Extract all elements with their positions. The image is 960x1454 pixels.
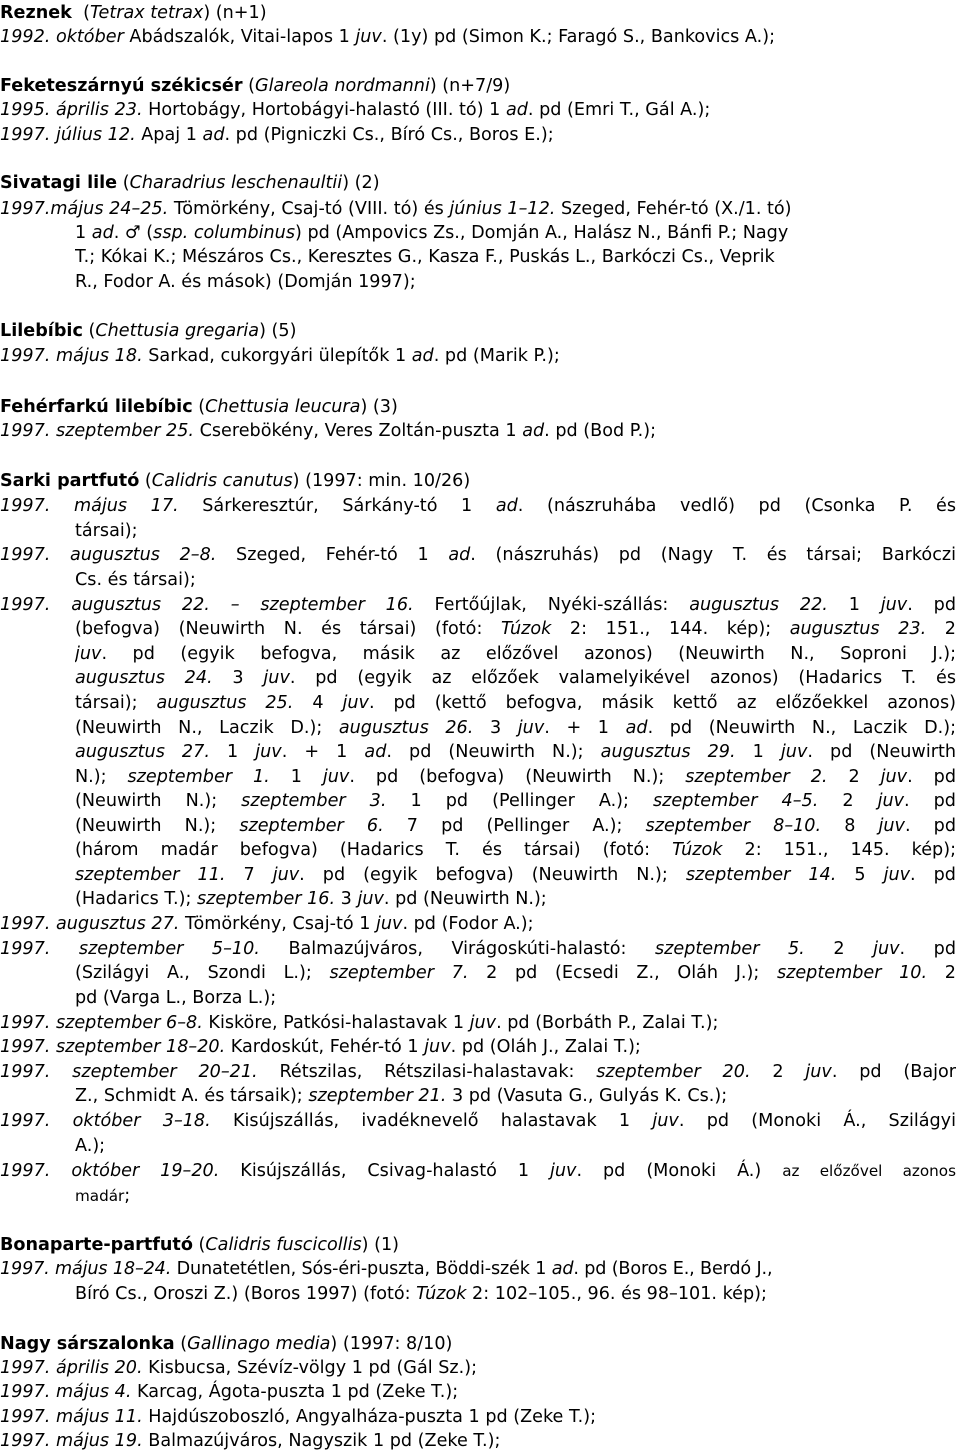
text-segment: . pd (Neuwirth N., Laczik D.); [647, 718, 956, 738]
record-continuation-line [75, 1184, 956, 1209]
text-segment: . pd (befogva) (Neuwirth N.); [349, 767, 686, 787]
italic-text: juv [357, 889, 384, 909]
text-segment: 1 [269, 767, 323, 787]
text-segment: (Neuwirth N.); [75, 816, 240, 836]
text-segment: Szeged, Fehér-tó (X./1. tó) [555, 199, 792, 219]
text-segment: ) pd (Ampovics Zs., Domján A., Halász N., Bánfi P.; Nagy [295, 223, 789, 243]
text-segment: . pd (kettő befogva, másik kettő az előzőekkel azonos) [368, 693, 956, 713]
text-segment: Z., Schmidt A. és társaik); [75, 1086, 309, 1106]
species-name: Sivatagi lile [0, 173, 118, 193]
record-line [0, 98, 956, 123]
italic-text: ad [202, 125, 225, 145]
text-segment: 3 [212, 668, 264, 688]
text-segment: . pd (egyik befogva, másik az előzővel azonos) (Neuwirth N., Soproni J.); [101, 644, 956, 664]
italic-text: augusztus 24. [75, 668, 213, 688]
italic-text: 1997. szeptember 20–21. [0, 1062, 258, 1082]
italic-text: augusztus 23. [789, 619, 927, 639]
record-line [0, 1257, 956, 1282]
text-segment: Hajdúszoboszló, Angyalháza-puszta 1 pd (Zeke T.); [142, 1407, 597, 1427]
italic-text: juv [652, 1111, 679, 1131]
italic-text: augusztus 29. [600, 742, 736, 762]
italic-text: juv [376, 914, 403, 934]
record-line [0, 1405, 956, 1430]
text-segment: . pd (Neuwirth N.); [386, 742, 601, 762]
text-segment: . pd (Monoki Á., Szilágyi [678, 1111, 956, 1131]
italic-text: Tetrax tetrax [89, 3, 204, 23]
text-segment: . pd (Monoki Á.) [576, 1161, 783, 1181]
text-segment: Sárkeresztúr, Sárkány-tó 1 [178, 496, 496, 516]
italic-text: 1997. május 18. [0, 346, 143, 366]
text-segment: 3 [473, 718, 518, 738]
text-segment: . pd [899, 939, 956, 959]
text-segment: 2 [827, 767, 881, 787]
italic-text: augusztus 27. [75, 742, 210, 762]
italic-text: Glareola nordmanni [255, 76, 430, 96]
record-continuation-line [75, 887, 956, 912]
italic-text: június 1–12. [449, 199, 556, 219]
record-line [0, 1356, 956, 1381]
record-line [0, 494, 956, 519]
text-segment: ) (3) [360, 397, 398, 417]
text-segment: 5 [836, 865, 884, 885]
text-segment: 3 [335, 889, 358, 909]
italic-text: 1997. augusztus 27. [0, 914, 180, 934]
text-segment: az előzővel azonos [782, 1162, 956, 1180]
italic-text: szeptember 4–5. [653, 791, 819, 811]
text-segment: . pd (egyik az előzőek valamelyikével azonos) (Hadarics T. és [289, 668, 956, 688]
species-name: Feketeszárnyú székicsér [0, 76, 243, 96]
italic-text: szeptember 20. [596, 1062, 751, 1082]
italic-text: juv [469, 1013, 497, 1033]
record-continuation-line [75, 519, 956, 544]
record-line [0, 1035, 956, 1060]
text-segment: ( [139, 471, 152, 491]
text-segment: Apaj 1 [135, 125, 203, 145]
text-segment: ( [117, 173, 130, 193]
text-segment: Hortobágy, Hortobágyi-halastó (III. tó) 1 [142, 100, 506, 120]
record-continuation-line [75, 617, 956, 642]
italic-text: 1997. április 20. [0, 1358, 143, 1378]
record-continuation-line [75, 1134, 956, 1159]
text-segment: ) (2) [342, 173, 380, 193]
text-segment: Kisújszállás, ivadéknevelő halastavak 1 [210, 1111, 653, 1131]
text-segment: T.; Kókai K.; Mészáros Cs., Keresztes G., Kasza F., Puskás L., Barkóczi Cs., Veprik [75, 247, 775, 267]
text-segment: Tömörkény, Csaj-tó (VIII. tó) és [168, 199, 450, 219]
italic-text: juv [878, 816, 905, 836]
text-segment: 1 [75, 223, 92, 243]
record-line [0, 1109, 956, 1134]
text-segment: . (1y) pd (Simon K.; Faragó S., Bankovics A.); [381, 27, 776, 47]
italic-text: szeptember 5. [654, 939, 805, 959]
italic-text: juv [263, 668, 290, 688]
italic-text: 1997. szeptember 25. [0, 421, 195, 441]
text-segment: pd (Varga L., Borza L.); [75, 988, 277, 1008]
italic-text: juv [550, 1161, 577, 1181]
text-segment: 2: 151., 144. kép); [551, 619, 790, 639]
text-segment: . pd (Marik P.); [433, 346, 560, 366]
record-continuation-line [75, 568, 956, 593]
italic-text: augusztus 26. [338, 718, 474, 738]
text-segment: Bíró Cs., Oroszi Z.) (Boros 1997) (fotó: [75, 1284, 417, 1304]
italic-text: Calidris fuscicollis [205, 1235, 362, 1255]
italic-text: ad [625, 718, 648, 738]
record-continuation-line [75, 716, 956, 741]
text-segment: társai); [75, 693, 157, 713]
text-segment: ) (1997: min. 10/26) [292, 471, 471, 491]
text-segment: . pd (Borbáth P., Zalai T.); [496, 1013, 719, 1033]
italic-text: ad [411, 346, 434, 366]
italic-text: 1997. augusztus 22. – szeptember 16. [0, 595, 414, 615]
text-segment: . pd (Emri T., Gál A.); [527, 100, 711, 120]
italic-text: juv [355, 27, 382, 47]
text-segment: Fertőújlak, Nyéki-szállás: [413, 595, 690, 615]
text-segment: ) (1) [361, 1235, 400, 1255]
text-segment: . + 1 [544, 718, 626, 738]
text-segment: Kardoskút, Fehér-tó 1 [225, 1037, 425, 1057]
text-segment: 2 [818, 791, 878, 811]
text-segment: Dunatetétlen, Sós-éri-puszta, Böddi-szék 1 [171, 1259, 552, 1279]
italic-text: Gallinago media [187, 1334, 331, 1354]
text-segment: Rétszilas, Rétszilasi-halastavak: [257, 1062, 597, 1082]
text-segment: 3 pd (Vasuta G., Gulyás K. Cs.); [446, 1086, 728, 1106]
italic-text: ad [522, 421, 545, 441]
text-segment: A.); [75, 1136, 106, 1156]
italic-text: ssp. columbinus [153, 223, 295, 243]
record-line [0, 344, 956, 369]
italic-text: 1997. október 19–20. [0, 1161, 220, 1181]
italic-text: 1997. augusztus 2–8. [0, 545, 217, 565]
text-segment: ( [71, 3, 90, 23]
record-continuation-line [75, 691, 956, 716]
species-heading [0, 1332, 956, 1357]
record-continuation-line [75, 765, 956, 790]
text-segment: . pd [910, 865, 956, 885]
italic-text: ad [364, 742, 387, 762]
text-segment: . pd (Bod P.); [544, 421, 656, 441]
text-segment: (Neuwirth N., Laczik D.); [75, 718, 339, 738]
text-segment: 1 [209, 742, 256, 762]
italic-text: szeptember 10. [776, 963, 928, 983]
record-line [0, 1060, 956, 1085]
text-segment: . pd (Bajor [831, 1062, 956, 1082]
text-segment: 1 [827, 595, 881, 615]
italic-text: ad [551, 1259, 574, 1279]
italic-text: 1997. szeptember 5–10. [0, 939, 260, 959]
italic-text: juv [880, 595, 908, 615]
italic-text: szeptember 16. [197, 889, 336, 909]
text-segment: (Szilágyi A., Szondi L.); [75, 963, 330, 983]
italic-text: augusztus 25. [156, 693, 294, 713]
italic-text: juv [75, 644, 102, 664]
italic-text: 1997. május 18–24. [0, 1259, 172, 1279]
text-segment: Cserebökény, Veres Zoltán-puszta 1 [194, 421, 523, 441]
text-segment: ( [174, 1334, 188, 1354]
italic-text: 1997. május 19. [0, 1431, 143, 1451]
record-continuation-line [75, 986, 956, 1011]
italic-text: szeptember 7. [329, 963, 469, 983]
italic-text: szeptember 3. [241, 791, 387, 811]
record-line [0, 25, 956, 50]
italic-text: szeptember 6. [239, 816, 384, 836]
italic-text: ad [448, 545, 471, 565]
text-segment: Kisbucsa, Szévíz-völgy 1 pd (Gál Sz.); [142, 1358, 477, 1378]
record-continuation-line [75, 642, 956, 667]
record-continuation-line [75, 961, 956, 986]
species-name: Nagy sárszalonka [0, 1334, 175, 1354]
italic-text: Túzok [416, 1284, 467, 1304]
italic-text: 1997. május 4. [0, 1382, 132, 1402]
record-continuation-line [75, 863, 956, 888]
text-segment: Szeged, Fehér-tó 1 [216, 545, 449, 565]
species-name: Sarki partfutó [0, 471, 140, 491]
record-line [0, 1429, 956, 1454]
text-segment: Abádszalók, Vitai-lapos 1 [123, 27, 356, 47]
italic-text: szeptember 8–10. [645, 816, 822, 836]
italic-text: 1992. október [0, 27, 124, 47]
text-segment: 2 [927, 963, 956, 983]
italic-text: juv [883, 865, 911, 885]
text-segment: . pd (egyik befogva) (Neuwirth N.); [299, 865, 686, 885]
text-segment: N.); [75, 767, 128, 787]
italic-text: 1997. szeptember 18–20. [0, 1037, 226, 1057]
text-segment: . pd (Neuwirth [807, 742, 956, 762]
italic-text: 1997. július 12. [0, 125, 136, 145]
text-segment: Kisújszállás, Csivag-halastó 1 [219, 1161, 550, 1181]
text-segment: Karcag, Ágota-puszta 1 pd (Zeke T.); [131, 1382, 459, 1402]
record-continuation-line [75, 1282, 956, 1307]
italic-text: 1997. szeptember 6–8. [0, 1013, 203, 1033]
italic-text: 1997. május 11. [0, 1407, 143, 1427]
record-line [0, 543, 956, 568]
text-segment: Sarkad, cukorgyári ülepítők 1 [142, 346, 412, 366]
species-heading [0, 469, 956, 494]
record-line [0, 419, 956, 444]
italic-text: szeptember 1. [127, 767, 270, 787]
text-segment: . pd [907, 595, 956, 615]
record-continuation-line [75, 245, 956, 270]
text-segment: 7 [225, 865, 273, 885]
record-line [0, 912, 956, 937]
text-segment: 7 pd (Pellinger A.); [383, 816, 646, 836]
text-segment: R., Fodor A. és mások) (Domján 1997); [75, 272, 416, 292]
italic-text: szeptember 11. [75, 865, 226, 885]
text-segment: 2 [804, 939, 874, 959]
italic-text: juv [877, 791, 905, 811]
text-segment: ; [124, 1186, 131, 1206]
italic-text: Calidris canutus [151, 471, 293, 491]
text-segment: . pd [904, 816, 956, 836]
text-segment: Kisköre, Patkósi-halastavak 1 [202, 1013, 470, 1033]
italic-text: juv [255, 742, 282, 762]
text-segment: ( [192, 1235, 206, 1255]
record-continuation-line [75, 814, 956, 839]
italic-text: juv [780, 742, 808, 762]
text-segment: ( [192, 397, 206, 417]
text-segment: . pd (Fodor A.); [402, 914, 534, 934]
text-segment: . pd (Boros E., Berdó J., [573, 1259, 773, 1279]
text-segment: ) (5) [259, 321, 297, 341]
species-heading [0, 395, 956, 420]
species-heading [0, 74, 956, 99]
text-segment: 2 pd (Ecsedi Z., Oláh J.); [468, 963, 777, 983]
italic-text: 1997. október 3–18. [0, 1111, 211, 1131]
record-continuation-line [75, 666, 956, 691]
text-segment: 2: 151., 145. kép); [722, 840, 956, 860]
italic-text: juv [880, 767, 908, 787]
text-segment: 1 pd (Pellinger A.); [386, 791, 653, 811]
record-line [0, 1380, 956, 1405]
record-continuation-line [75, 789, 956, 814]
italic-text: 1997.május 24–25. [0, 199, 169, 219]
text-segment: (Hadarics T.); [75, 889, 198, 909]
species-heading [0, 319, 956, 344]
text-segment: 2: 102–105., 96. és 98–101. kép); [466, 1284, 767, 1304]
italic-text: Charadrius leschenaultii [129, 173, 343, 193]
text-segment: 4 [293, 693, 343, 713]
record-line [0, 123, 956, 148]
text-segment: ) (n+7/9) [429, 76, 511, 96]
text-segment: társai); [75, 521, 138, 541]
italic-text: juv [517, 718, 545, 738]
record-continuation-line [75, 838, 956, 863]
record-continuation-line [75, 1084, 956, 1109]
species-name: Fehérfarkú lilebíbic [0, 397, 193, 417]
italic-text: ad [505, 100, 528, 120]
italic-text: juv [424, 1037, 451, 1057]
text-segment: ) (n+1) [203, 3, 267, 23]
italic-text: 1997. május 17. [0, 496, 179, 516]
text-segment: ( [82, 321, 96, 341]
text-segment: ) (1997: 8/10) [330, 1334, 453, 1354]
text-segment: (befogva) (Neuwirth N. és társai) (fotó: [75, 619, 501, 639]
text-segment: . (nászruhás) pd (Nagy T. és társai; Barkóczi [470, 545, 956, 565]
italic-text: ad [91, 223, 114, 243]
species-name: Lilebíbic [0, 321, 83, 341]
italic-text: ad [495, 496, 518, 516]
italic-text: szeptember 14. [685, 865, 837, 885]
record-line [0, 197, 956, 222]
record-continuation-line [75, 221, 956, 246]
text-segment: madár [75, 1187, 125, 1205]
italic-text: szeptember 21. [308, 1086, 447, 1106]
text-segment: Tömörkény, Csaj-tó 1 [179, 914, 376, 934]
text-segment: . ♂ ( [113, 223, 154, 243]
text-segment: ( [242, 76, 256, 96]
italic-text: juv [873, 939, 900, 959]
text-segment: Balmazújváros, Virágoskúti-halastó: [259, 939, 655, 959]
italic-text: szeptember 2. [685, 767, 828, 787]
text-segment: 1 [735, 742, 781, 762]
text-segment: . pd [904, 791, 956, 811]
italic-text: Chettusia gregaria [95, 321, 260, 341]
text-segment: . pd [907, 767, 956, 787]
record-continuation-line [75, 740, 956, 765]
text-segment: (Neuwirth N.); [75, 791, 242, 811]
species-heading [0, 171, 956, 196]
text-segment: 2 [926, 619, 956, 639]
species-name: Reznek [0, 3, 72, 23]
record-line [0, 1159, 956, 1184]
italic-text: juv [272, 865, 300, 885]
species-heading [0, 1233, 956, 1258]
text-segment: 2 [750, 1062, 806, 1082]
italic-text: juv [342, 693, 369, 713]
text-segment: . pd (Oláh J., Zalai T.); [450, 1037, 641, 1057]
record-line [0, 1011, 956, 1036]
text-segment: (három madár befogva) (Hadarics T. és társai) (fotó: [75, 840, 673, 860]
record-line [0, 593, 956, 618]
italic-text: Chettusia leucura [205, 397, 361, 417]
species-heading [0, 1, 956, 26]
text-segment: . pd (Pigniczki Cs., Bíró Cs., Boros E.); [224, 125, 554, 145]
italic-text: Túzok [672, 840, 723, 860]
text-segment: 8 [821, 816, 879, 836]
text-segment: . + 1 [281, 742, 365, 762]
record-line [0, 937, 956, 962]
text-segment: . (nászruhába vedlő) pd (Csonka P. és [517, 496, 956, 516]
text-segment: Balmazújváros, Nagyszik 1 pd (Zeke T.); [142, 1431, 501, 1451]
text-segment: Cs. és társai); [75, 570, 196, 590]
italic-text: augusztus 22. [689, 595, 828, 615]
italic-text: Túzok [500, 619, 552, 639]
italic-text: 1995. április 23. [0, 100, 143, 120]
species-name: Bonaparte-partfutó [0, 1235, 193, 1255]
text-segment: . pd (Neuwirth N.); [383, 889, 547, 909]
italic-text: juv [805, 1062, 832, 1082]
italic-text: juv [322, 767, 350, 787]
record-continuation-line [75, 270, 956, 295]
